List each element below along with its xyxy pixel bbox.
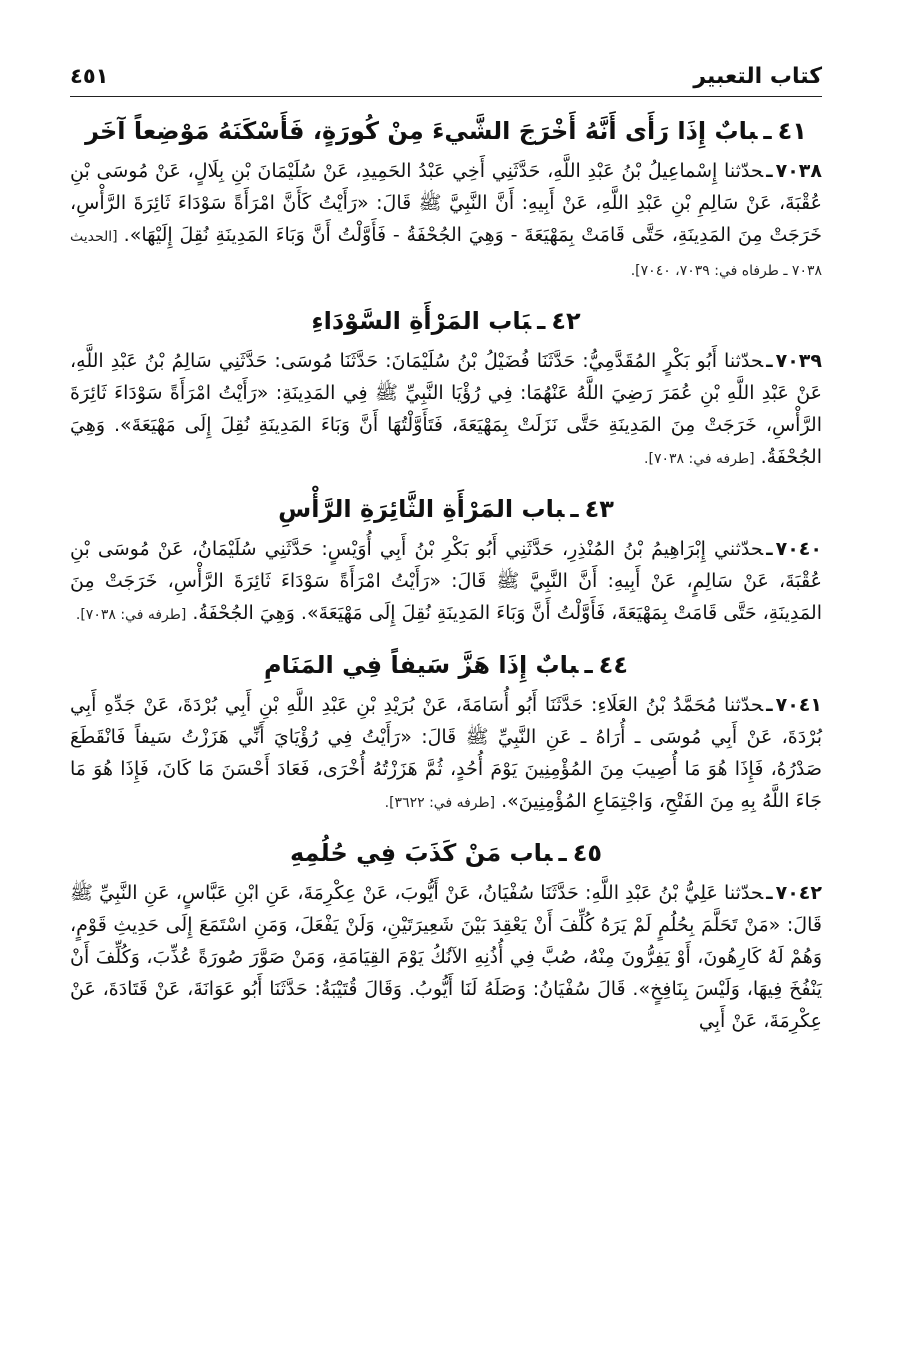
section-42 <box>70 301 822 475</box>
hadith-paragraph <box>70 155 822 287</box>
section-45 <box>70 833 822 1037</box>
chapter-dash: ـ <box>558 839 567 867</box>
hadith-paragraph <box>70 345 822 475</box>
chapter-number: ٤٤ <box>598 651 628 679</box>
hadith-paragraph <box>70 689 822 819</box>
chapter-number: ٤٣ <box>584 495 614 523</box>
hadith-number: ٧٠٤٢ <box>775 882 822 904</box>
chapter-dash: ـ <box>763 117 772 145</box>
cross-reference: [الحديث ٧٠٣٨ ـ طرفاه في: ٧٠٣٩، ٧٠٤٠]. <box>70 229 822 279</box>
hadith-paragraph <box>70 533 822 631</box>
chapter-title: باب مَنْ كَذَبَ فِي حُلُمِهِ <box>290 839 553 867</box>
chapter-number: ٤٥ <box>572 839 602 867</box>
chapter-heading <box>70 111 822 151</box>
hadith-number: ٧٠٤١ <box>775 694 822 716</box>
hadith-text: حدّثنا إِسْماعِيلُ بْنُ عَبْدِ اللَّهِ، حَدَّثَنِي أَخِي عَبْدُ الحَمِيدِ، عَنْ سُلَيْمَانَ بْنِ بِلَالٍ، عَنْ مُوسَى بْنِ عُقْبَةَ، عَنْ سَالِمِ بْنِ عَبْدِ اللَّهِ، عَنْ أَبِيهِ: أَنَّ النَّبِيَّ ﷺ قَالَ: «رَأَيْتُ كَأَنَّ امْرَأَةً سَوْدَاءَ ثَائِرَةَ الرَّأْسِ، خَرَجَتْ مِنَ المَدِينَةِ، حَتَّى قَامَتْ بِمَهْيَعَةَ - وَهِيَ الجُحْفَةُ - فَأَوَّلْتُ أَنَّ وَبَاءَ المَدِينَةِ نُقِلَ إِلَيْهَا». <box>70 160 822 246</box>
chapter-dash: ـ <box>570 495 579 523</box>
chapter-title: بابٌ إِذَا هَزَّ سَيفاً فِي المَنَامِ <box>264 651 579 679</box>
page-number: ٤٥١ <box>70 64 109 88</box>
chapter-number: ٤٢ <box>551 307 581 335</box>
section-41 <box>70 111 822 287</box>
cross-reference: [طرفه في: ٣٦٢٢]. <box>384 795 496 811</box>
hadith-text: حدّثنا عَلِيُّ بْنُ عَبْدِ اللَّهِ: حَدَّثَنَا سُفْيَانُ، عَنْ أَيُّوبَ، عَنْ عِكْرِمَةَ، عَنِ ابْنِ عَبَّاسٍ، عَنِ النَّبِيِّ ﷺ قَالَ: «مَنْ تَحَلَّمَ بِحُلُمٍ لَمْ يَرَهُ كُلِّفَ أَنْ يَعْقِدَ بَيْنَ شَعِيرَتَيْنِ، وَلَنْ يَفْعَلَ، وَمَنِ اسْتَمَعَ إِلَى حَدِيثِ قَوْمٍ، وَهُمْ لَهُ كَارِهُونَ، أَوْ يَفِرُّونَ مِنْهُ، صُبَّ فِي أُذُنِهِ الآنُكُ يَوْمَ القِيَامَةِ، وَمَنْ صَوَّرَ صُورَةً عُذِّبَ، وَكُلِّفَ أَنْ يَنْفُخَ فِيهَا، وَلَيْسَ بِنَافِخٍ». قَالَ سُفْيَانُ: وَصَلَهُ لَنَا أَيُّوبُ. وَقَالَ قُتَيْبَةُ: حَدَّثَنَا أَبُو عَوَانَةَ، عَنْ قَتَادَةَ، عَنْ عِكْرِمَةَ، عَنْ أَبِي <box>70 882 822 1032</box>
book-page <box>70 60 822 1350</box>
chapter-number: ٤١ <box>777 117 807 145</box>
book-title: كتاب التعبير <box>693 64 822 89</box>
cross-reference: [طرفه في: ٧٠٣٨]. <box>75 607 187 623</box>
chapter-title: بَاب المَرْأَةِ السَّوْدَاءِ <box>311 307 532 335</box>
chapter-dash: ـ <box>584 651 593 679</box>
hadith-text: حدّثني إِبْرَاهِيمُ بْنُ المُنْذِرِ، حَدَّثَنِي أَبُو بَكْرِ بْنُ أَبِي أُوَيْسٍ: حَدَّثَنِي سُلَيْمَانُ، عَنْ مُوسَى بْنِ عُقْبَةَ، عَنْ سَالِمٍ، عَنْ أَبِيهِ: أَنَّ النَّبِيَّ ﷺ قَالَ: «رَأَيْتُ امْرَأَةً سَوْدَاءَ ثَائِرَةَ الرَّأْسِ، خَرَجَتْ مِنَ المَدِينَةِ، حَتَّى قَامَتْ بِمَهْيَعَةَ، فَأَوَّلْتُ أَنَّ وَبَاءَ المَدِينَةِ نُقِلَ إِلَى مَهْيَعَةَ». وَهِيَ الجُحْفَةُ. <box>70 538 822 624</box>
chapter-heading <box>70 301 822 341</box>
chapter-dash: ـ <box>537 307 546 335</box>
running-header <box>70 60 822 97</box>
section-44 <box>70 645 822 819</box>
hadith-text: حدّثنا مُحَمَّدُ بْنُ العَلَاءِ: حَدَّثَنَا أَبُو أُسَامَةَ، عَنْ بُرَيْدِ بْنِ عَبْدِ اللَّهِ بْنِ أَبِي بُرْدَةَ، عَنْ جَدِّهِ أَبِي بُرْدَةَ، عَنْ أَبِي مُوسَى ـ أُرَاهُ ـ عَنِ النَّبِيِّ ﷺ قَالَ: «رَأَيْتُ فِي رُؤْيَايَ أَنِّي هَزَزْتُ سَيفاً فَانْقَطَعَ صَدْرُهُ، فَإِذَا هُوَ مَا أُصِيبَ مِنَ المُؤْمِنِينَ يَوْمَ أُحُدٍ، ثُمَّ هَزَزْتُهُ أُخْرَى، فَعَادَ أَحْسَنَ مَا كَانَ، فَإِذَا هُوَ مَا جَاءَ اللَّهُ بِهِ مِنَ الفَتْحِ، وَاجْتِمَاعِ المُؤْمِنِينَ». <box>70 694 822 812</box>
chapter-heading <box>70 645 822 685</box>
section-43 <box>70 489 822 631</box>
chapter-heading <box>70 833 822 873</box>
chapter-title: باب المَرْأَةِ الثَّائِرَةِ الرَّأْسِ <box>278 495 565 523</box>
hadith-paragraph <box>70 877 822 1037</box>
hadith-dash: ـ <box>766 882 773 904</box>
hadith-number: ٧٠٤٠ <box>775 538 822 560</box>
hadith-number: ٧٠٣٨ <box>775 160 822 182</box>
hadith-dash: ـ <box>766 694 773 716</box>
hadith-dash: ـ <box>766 350 773 372</box>
hadith-dash: ـ <box>766 160 773 182</box>
chapter-title: بابٌ إِذَا رَأَى أَنَّهُ أَخْرَجَ الشَّيءَ مِنْ كُورَةٍ، فَأَسْكَنَهُ مَوْضِعاً آخَر <box>85 117 758 145</box>
hadith-text: حدّثنا أَبُو بَكْرٍ المُقَدَّمِيُّ: حَدَّثَنَا فُضَيْلُ بْنُ سُلَيْمَانَ: حَدَّثَنَا مُوسَى: حَدَّثَنِي سَالِمُ بْنُ عَبْدِ اللَّهِ، عَنْ عَبْدِ اللَّهِ بْنِ عُمَرَ رَضِيَ اللَّهُ عَنْهُمَا: فِي رُؤْيَا النَّبِيِّ ﷺ فِي المَدِينَةِ: «رَأَيْتُ امْرَأَةً سَوْدَاءَ ثَائِرَةَ الرَّأْسِ، خَرَجَتْ مِنَ المَدِينَةِ حَتَّى نَزَلَتْ بِمَهْيَعَةَ، فَتَأَوَّلْتُهَا أَنَّ وَبَاءَ المَدِينَةِ نُقِلَ إِلَى مَهْيَعَةَ». وَهِيَ الجُحْفَةُ. <box>70 350 822 468</box>
hadith-number: ٧٠٣٩ <box>775 350 822 372</box>
cross-reference: [طرفه في: ٧٠٣٨]. <box>644 451 755 467</box>
chapter-heading <box>70 489 822 529</box>
hadith-dash: ـ <box>766 538 773 560</box>
